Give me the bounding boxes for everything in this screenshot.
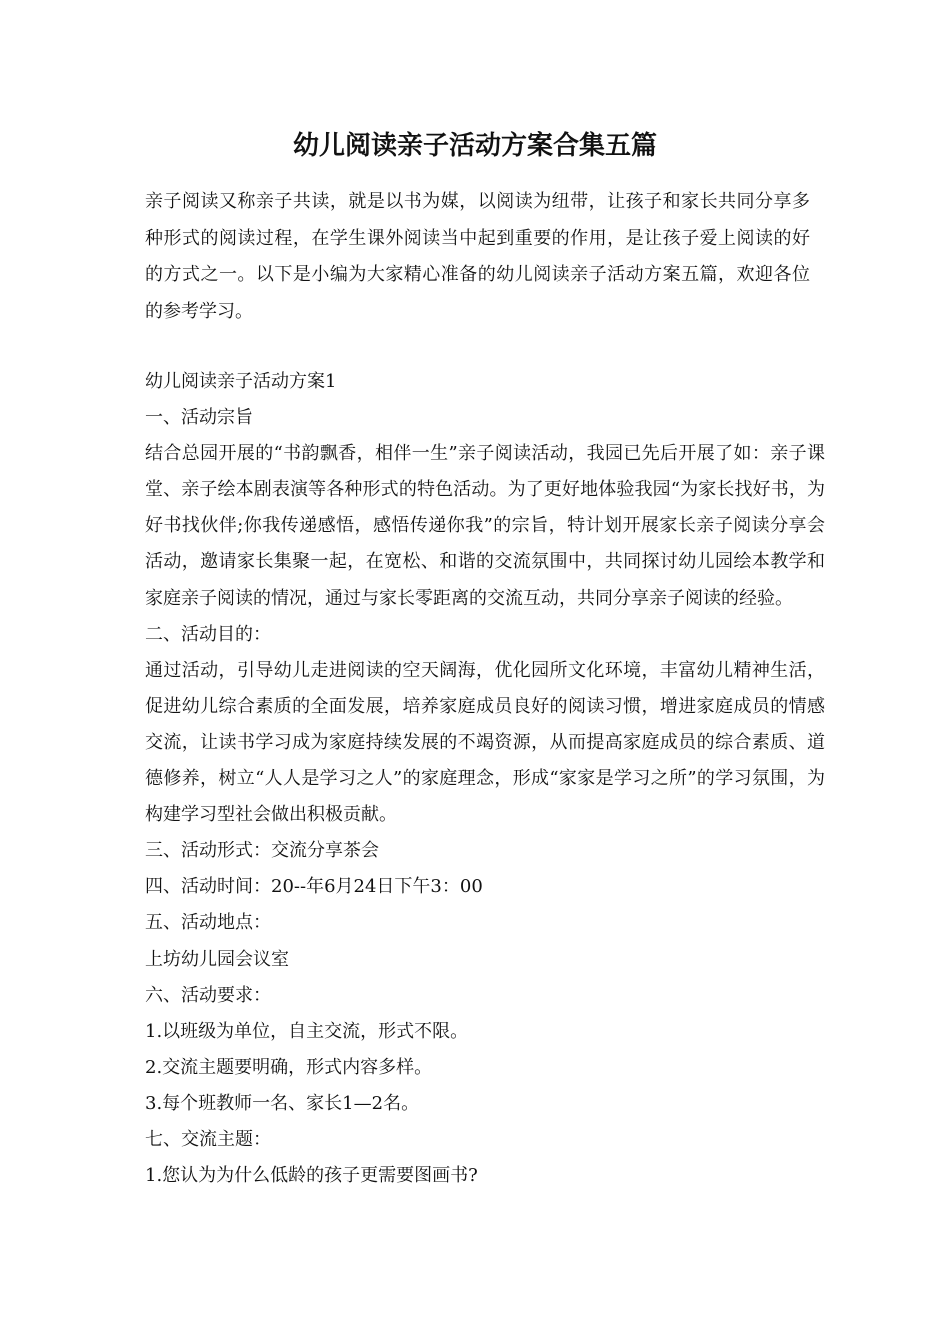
heading-location: 五、活动地点：: [145, 912, 271, 934]
location-text: 上坊幼儿园会议室: [145, 948, 289, 970]
document-title: 幼儿阅读亲子活动方案合集五篇: [292, 131, 657, 161]
purpose-paragraph: 结合总园开展的“书韵飘香，相伴一生”亲子阅读活动，我园已先后开展了如：亲子课堂、亲子绘本剧表演等各种形式的特色活动。为了更好地体验我园“为家长找好书，为好书找伙伴;你我传递感悟，感悟传递你我”的宗旨，特计划开展家长亲子阅读分享会活动，邀请家长集聚一起，在宽松、和谐的交流氛围中，共同探讨幼儿园绘本教学和家庭亲子阅读的情况，通过与家长零距离的交流互动，共同分享亲子阅读的经验。: [145, 443, 825, 609]
topic-item: 1.您认为为什么低龄的孩子更需要图画书?: [145, 1165, 478, 1187]
requirement-item: 1.以班级为单位，自主交流，形式不限。: [145, 1020, 469, 1042]
requirement-item: 2.交流主题要明确，形式内容多样。: [145, 1056, 433, 1078]
heading-requirements: 六、活动要求：: [145, 984, 271, 1006]
goal-paragraph: 通过活动，引导幼儿走进阅读的空天阔海，优化园所文化环境，丰富幼儿精神生活，促进幼儿综合素质的全面发展，培养家庭成员良好的阅读习惯，增进家庭成员的情感交流，让读书学习成为家庭持续发展的不竭资源，从而提高家庭成员的综合素质、道德修养，树立“人人是学习之人”的家庭理念，形成“家家是学习之所”的学习氛围，为构建学习型社会做出积极贡献。: [145, 659, 825, 826]
heading-format: 三、活动形式：交流分享茶会: [145, 840, 379, 862]
heading-purpose: 一、活动宗旨: [145, 407, 253, 429]
section-title: 幼儿阅读亲子活动方案1: [145, 371, 337, 392]
intro-paragraph: 亲子阅读又称亲子共读，就是以书为媒，以阅读为纽带，让孩子和家长共同分享多种形式的阅读过程，在学生课外阅读当中起到重要的作用，是让孩子爱上阅读的好的方式之一。以下是小编为大家精心准备的幼儿阅读亲子活动方案五篇，欢迎各位的参考学习。: [145, 191, 810, 322]
heading-topics: 七、交流主题：: [145, 1128, 271, 1150]
document-body: [145, 364, 825, 1194]
heading-time: 四、活动时间：20--年6月24日下午3：00: [145, 876, 483, 898]
heading-goal: 二、活动目的：: [145, 623, 271, 645]
requirement-item: 3.每个班教师一名、家长1—2名。: [145, 1092, 420, 1114]
